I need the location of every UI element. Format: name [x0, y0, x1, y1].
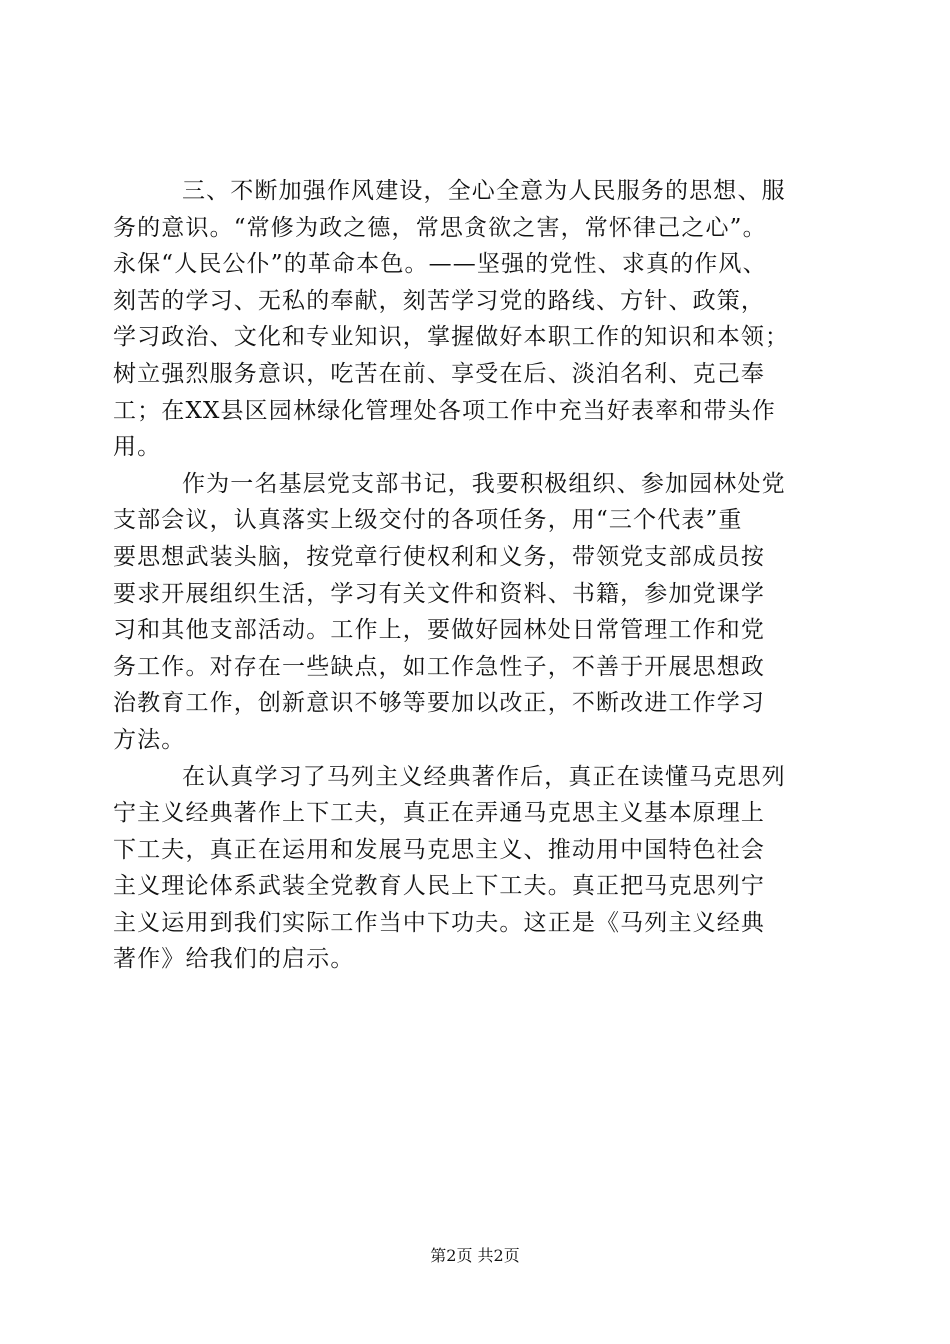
paragraph-1-line: 学习政治、文化和专业知识，掌握做好本职工作的知识和本领； — [113, 324, 790, 351]
paragraph-1-line: 三、不断加强作风建设，全心全意为人民服务的思想、服 — [182, 178, 786, 204]
paragraph-3-line: 主义运用到我们实际工作当中下功夫。这正是《马列主义经典 — [113, 909, 766, 936]
paragraph-1-line: 工；在XX县区园林绿化管理处各项工作中充当好表率和带头作 — [113, 397, 776, 424]
paragraph-3-line: 在认真学习了马列主义经典著作后，真正在读懂马克思列 — [182, 763, 786, 790]
paragraph-1-line: 务的意识。“常修为政之德，常思贪欲之害，常怀律己之心”。 — [113, 214, 767, 241]
paragraph-1-line: 树立强烈服务意识，吃苦在前、享受在后、淡泊名利、克己奉 — [113, 360, 766, 387]
paragraph-2-line: 习和其他支部活动。工作上，要做好园林处日常管理工作和党 — [113, 617, 766, 644]
paragraph-3-line: 宁主义经典著作上下工夫，真正在弄通马克思主义基本原理上 — [113, 800, 766, 827]
paragraph-3-line: 下工夫，真正在运用和发展马克思主义、推动用中国特色社会 — [113, 836, 766, 863]
paragraph-2-line: 治教育工作，创新意识不够等要加以改正，不断改进工作学习 — [113, 690, 766, 717]
page-footer — [0, 1244, 950, 1268]
paragraph-1-line: 用。 — [113, 434, 162, 461]
paragraph-2-line: 务工作。对存在一些缺点，如工作急性子，不善于开展思想政 — [113, 653, 766, 680]
paragraph-3-line: 主义理论体系武装全党教育人民上下工夫。真正把马克思列宁 — [113, 873, 766, 900]
document-body — [113, 173, 835, 978]
paragraph-2-line: 要思想武装头脑，按党章行使权利和义务，带领党支部成员按 — [113, 543, 766, 570]
paragraph-2-line: 要求开展组织生活，学习有关文件和资料、书籍，参加党课学 — [113, 580, 766, 607]
page-total: 共2页 — [477, 1246, 520, 1265]
paragraph-2-line: 支部会议，认真落实上级交付的各项任务，用“三个代表”重 — [113, 507, 743, 534]
paragraph-2-line: 方法。 — [113, 726, 186, 753]
paragraph-3-line: 著作》给我们的启示。 — [113, 946, 355, 973]
paragraph-2-line: 作为一名基层党支部书记，我要积极组织、参加园林处党 — [182, 470, 786, 497]
paragraph-1-line: 永保“人民公仆”的革命本色。——坚强的党性、求真的作风、 — [113, 251, 767, 278]
paragraph-1-line: 刻苦的学习、无私的奉献，刻苦学习党的路线、方针、政策， — [113, 287, 766, 314]
page-number: 第2页 — [430, 1246, 473, 1265]
